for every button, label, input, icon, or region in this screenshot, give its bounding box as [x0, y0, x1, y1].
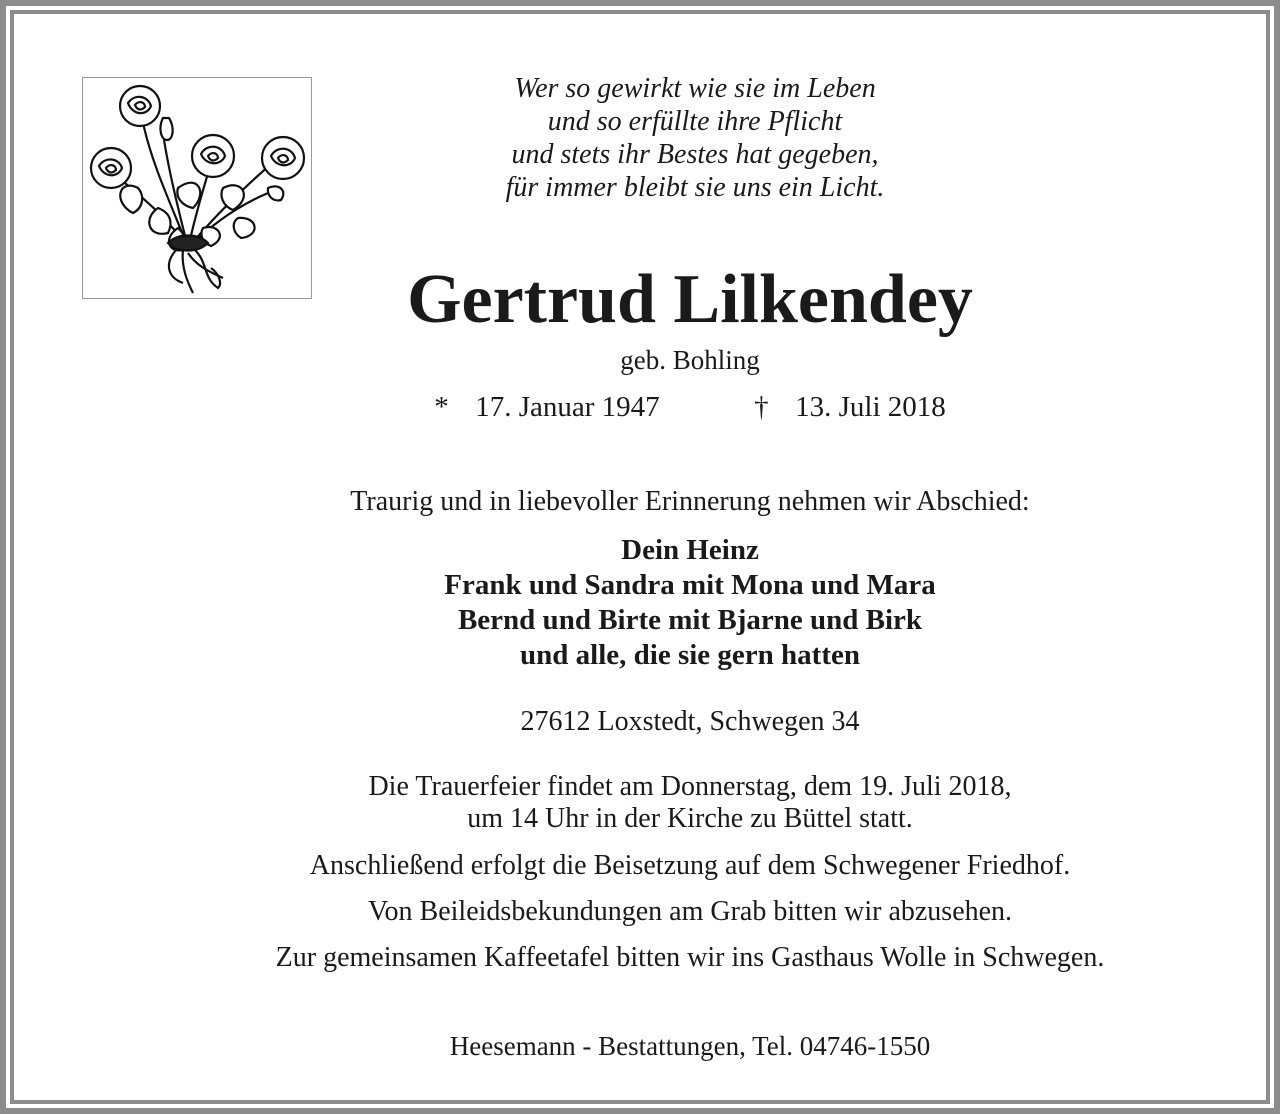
birth-symbol: *: [434, 391, 449, 423]
death-date: 13. Juli 2018: [795, 391, 946, 423]
deceased-name: Gertrud Lilkendey: [407, 261, 973, 338]
farewell-intro: Traurig und in liebevoller Erinnerung nehmen wir Abschied:: [350, 486, 1030, 517]
service-info: [59, 771, 1280, 835]
service-line: Die Trauerfeier findet am Donnerstag, dem 19. Juli 2018,: [368, 771, 1012, 802]
mourner-line: Bernd und Birte mit Bjarne und Birk: [457, 604, 923, 636]
poem-line: und stets ihr Bestes hat gegeben,: [511, 139, 879, 170]
life-dates: [59, 389, 1280, 425]
birth-name: geb. Bohling: [620, 345, 760, 375]
service-line: um 14 Uhr in der Kirche zu Büttel statt.: [467, 803, 913, 834]
undertaker-contact: Heesemann - Bestattungen, Tel. 04746-1550: [449, 1031, 931, 1061]
poem-line: für immer bleibt sie uns ein Licht.: [505, 172, 885, 203]
condolence-note: Von Beileidsbekundungen am Grab bitten wir abzusehen.: [367, 896, 1013, 927]
address: 27612 Loxstedt, Schwegen 34: [520, 706, 860, 737]
mourners-list: [59, 533, 1280, 673]
poem: [64, 72, 1280, 204]
mourner-line: Dein Heinz: [621, 534, 759, 566]
burial-note: Anschließend erfolgt die Beisetzung auf dem Schwegener Friedhof.: [309, 850, 1071, 881]
coffee-note: Zur gemeinsamen Kaffeetafel bitten wir ins Gasthaus Wolle in Schwegen.: [275, 942, 1105, 973]
birth-date: 17. Januar 1947: [475, 391, 660, 423]
mourner-line: und alle, die sie gern hatten: [520, 639, 860, 671]
death-symbol-icon: †: [754, 391, 769, 423]
obituary-card: [6, 6, 1274, 1108]
poem-line: und so erfüllte ihre Pflicht: [547, 106, 843, 137]
mourner-line: Frank und Sandra mit Mona und Mara: [444, 569, 936, 601]
inner-border: [10, 10, 1270, 1104]
poem-line: Wer so gewirkt wie sie im Leben: [514, 73, 876, 104]
